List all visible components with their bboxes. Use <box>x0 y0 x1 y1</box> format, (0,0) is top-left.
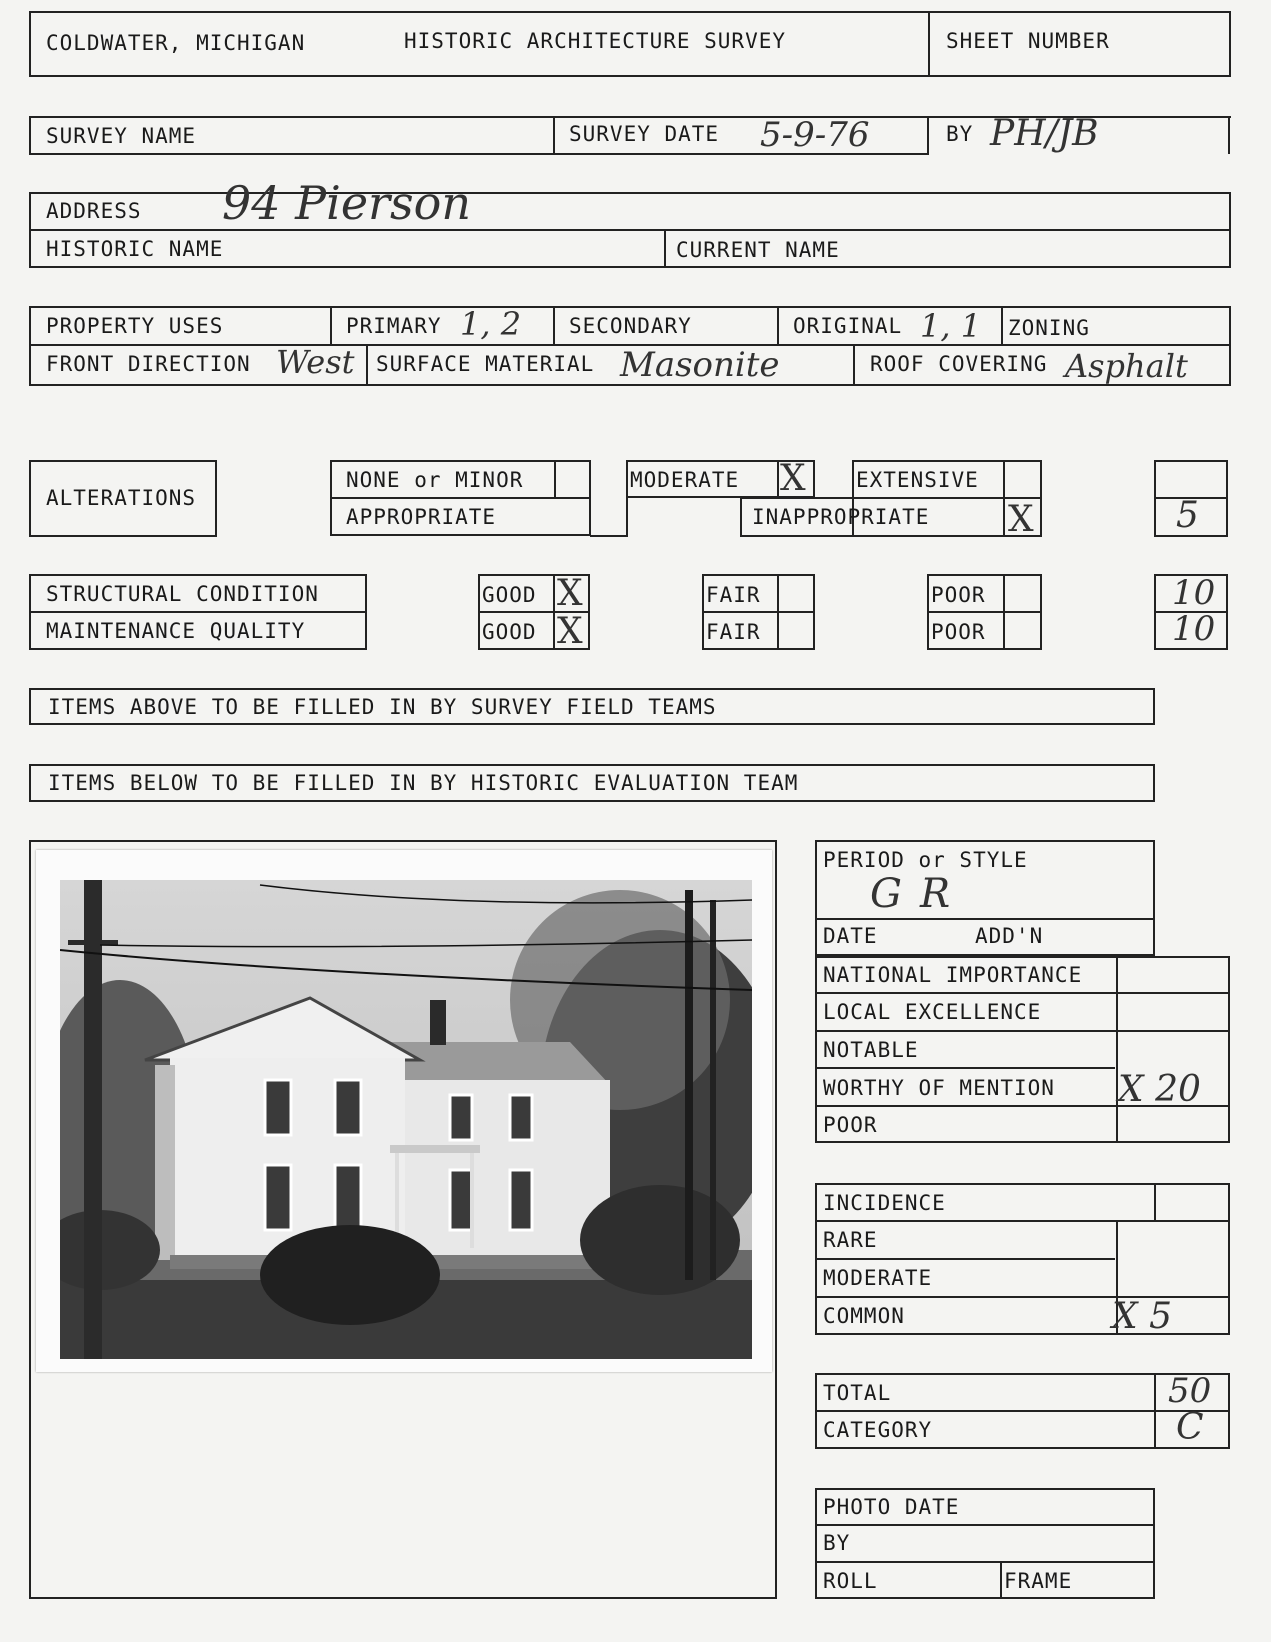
importance-col-divider <box>1116 956 1118 1143</box>
poor-label-maintenance: POOR <box>931 620 986 644</box>
original-value: 1, 1 <box>920 307 982 345</box>
prop-div5 <box>366 344 368 385</box>
alterations-label: ALTERATIONS <box>46 486 197 510</box>
front-direction-label: FRONT DIRECTION <box>46 352 251 376</box>
moderate-approp-bottom <box>590 535 627 537</box>
appropriate-label: APPROPRIATE <box>346 505 497 529</box>
primary-label: PRIMARY <box>346 314 442 338</box>
survey-row-left <box>29 116 31 154</box>
importance-poor-label: POOR <box>823 1113 878 1137</box>
poor-divider <box>927 611 1042 613</box>
survey-date-label: SURVEY DATE <box>569 122 720 146</box>
surface-material-value: Masonite <box>620 345 780 385</box>
primary-value: 1, 2 <box>460 305 522 343</box>
poor-label-structural: POOR <box>931 583 986 607</box>
total-value: 50 <box>1168 1371 1212 1411</box>
total-label: TOTAL <box>823 1381 892 1405</box>
house-photo <box>60 880 752 1359</box>
good-label-structural: GOOD <box>482 583 537 607</box>
worthy-value: X 20 <box>1118 1069 1201 1110</box>
addn-label: ADD'N <box>975 924 1044 948</box>
incidence-header-cover <box>1156 1185 1228 1219</box>
category-value: C <box>1176 1407 1204 1448</box>
none-minor-label: NONE or MINOR <box>346 468 524 492</box>
prop-div2 <box>553 306 555 344</box>
maintenance-score: 10 <box>1172 609 1216 649</box>
form-title: HISTORIC ARCHITECTURE SURVEY <box>404 29 787 53</box>
prop-div3 <box>777 306 779 344</box>
structural-score: 10 <box>1172 573 1216 613</box>
importance-row1 <box>815 992 1230 994</box>
sheet-number-label: SHEET NUMBER <box>946 29 1110 53</box>
front-direction-value: West <box>276 343 355 381</box>
none-minor-divider <box>330 497 591 499</box>
inappropriate-label: INAPPROPRIATE <box>752 505 930 529</box>
category-label: CATEGORY <box>823 1418 933 1442</box>
photo-by-label: BY <box>823 1531 851 1555</box>
frame-label: FRAME <box>1004 1569 1073 1593</box>
moderate-approp-link <box>626 497 628 537</box>
historic-current-divider <box>664 229 666 267</box>
importance-row2 <box>815 1030 1230 1032</box>
fair-label-structural: FAIR <box>706 583 761 607</box>
maintenance-quality-label: MAINTENANCE QUALITY <box>46 619 306 643</box>
address-row-divider <box>29 229 1231 231</box>
notable-label: NOTABLE <box>823 1038 919 1062</box>
worthy-label: WORTHY OF MENTION <box>823 1076 1055 1100</box>
by-value: PH/JB <box>990 113 1099 154</box>
moderate-checkcell <box>777 460 779 498</box>
period-value: GR <box>870 871 969 917</box>
structural-good-mark: X <box>557 573 583 614</box>
condition-label-divider <box>29 611 367 613</box>
roof-covering-label: ROOF COVERING <box>870 352 1048 376</box>
moderate-mark: X <box>780 458 806 499</box>
structural-condition-label: STRUCTURAL CONDITION <box>46 582 319 606</box>
address-label: ADDRESS <box>46 199 142 223</box>
totals-col-divider <box>1154 1373 1156 1449</box>
fair-divider <box>702 611 815 613</box>
period-divider <box>815 918 1155 920</box>
original-label: ORIGINAL <box>793 314 903 338</box>
alterations-score: 5 <box>1176 495 1199 536</box>
header-divider <box>928 11 930 77</box>
good-checkcell <box>553 574 555 650</box>
survey-row-div2 <box>927 116 929 154</box>
survey-row-div1 <box>553 116 555 154</box>
photo-date-label: PHOTO DATE <box>823 1495 960 1519</box>
survey-row-right <box>1228 116 1230 154</box>
by-label: BY <box>946 122 974 146</box>
survey-date-value: 5-9-76 <box>760 115 870 155</box>
current-name-label: CURRENT NAME <box>676 238 840 262</box>
historic-name-label: HISTORIC NAME <box>46 237 224 261</box>
common-value: X 5 <box>1112 1296 1172 1337</box>
prop-div6 <box>853 344 855 385</box>
address-value: 94 Pierson <box>222 176 471 230</box>
roof-covering-value: Asphalt <box>1065 347 1188 385</box>
good-label-maintenance: GOOD <box>482 620 537 644</box>
incidence-label: INCIDENCE <box>823 1191 946 1215</box>
fair-label-maintenance: FAIR <box>706 620 761 644</box>
poor-checkcell <box>1003 574 1005 650</box>
date-label: DATE <box>823 924 878 948</box>
notes-below: ITEMS BELOW TO BE FILLED IN BY HISTORIC EVALUATION TEAM <box>48 771 799 795</box>
period-label: PERIOD or STYLE <box>823 848 1028 872</box>
common-label: COMMON <box>823 1304 905 1328</box>
zoning-label: ZONING <box>1008 316 1090 340</box>
moderate-label: MODERATE <box>630 468 740 492</box>
roll-frame-divider <box>1000 1561 1002 1599</box>
extensive-label: EXTENSIVE <box>856 468 979 492</box>
secondary-label: SECONDARY <box>569 314 692 338</box>
photo-info-row1 <box>815 1524 1155 1526</box>
city-label: COLDWATER, MICHIGAN <box>46 31 306 55</box>
roll-label: ROLL <box>823 1569 878 1593</box>
rare-label: RARE <box>823 1228 878 1252</box>
maintenance-good-mark: X <box>557 611 583 652</box>
property-uses-label: PROPERTY USES <box>46 314 224 338</box>
incidence-row2 <box>815 1258 1115 1260</box>
none-minor-checkcell <box>554 460 556 498</box>
notes-above: ITEMS ABOVE TO BE FILLED IN BY SURVEY FIELD TEAMS <box>48 695 717 719</box>
inappropriate-checkcell <box>1003 497 1005 537</box>
photo-info-row2 <box>815 1561 1155 1563</box>
national-importance-label: NATIONAL IMPORTANCE <box>823 963 1083 987</box>
prop-div1 <box>330 306 332 344</box>
incidence-row1 <box>815 1220 1230 1222</box>
incidence-header-right <box>1154 1183 1156 1221</box>
surface-material-label: SURFACE MATERIAL <box>376 352 595 376</box>
importance-row3 <box>815 1067 1115 1069</box>
survey-name-label: SURVEY NAME <box>46 124 197 148</box>
prop-div4 <box>1001 306 1003 344</box>
fair-checkcell <box>777 574 779 650</box>
inappropriate-mark: X <box>1008 499 1034 540</box>
house-photo-image <box>60 880 752 1359</box>
incidence-moderate-label: MODERATE <box>823 1266 933 1290</box>
local-excellence-label: LOCAL EXCELLENCE <box>823 1000 1042 1024</box>
